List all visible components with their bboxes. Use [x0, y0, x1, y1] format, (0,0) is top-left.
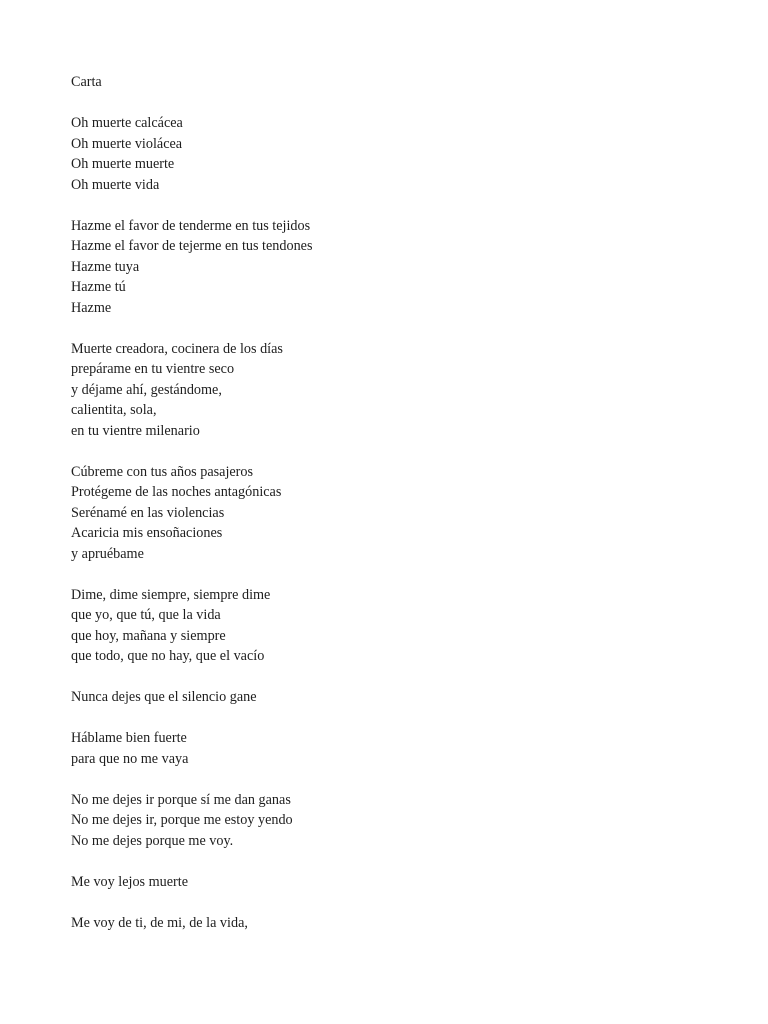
verse-line: Hazme el favor de tenderme en tus tejidos [71, 217, 311, 234]
verse-line: Oh muerte calcácea [71, 115, 183, 131]
verse-line: Oh muerte vida [71, 176, 160, 193]
verse-line: Oh muerte violácea [71, 135, 183, 152]
verse-line: y déjame ahí, gestándome, [71, 381, 222, 398]
verse-line: que yo, que tú, que la vida [71, 607, 221, 623]
verse-line: y apruébame [71, 545, 144, 562]
verse-line: Dime, dime siempre, siempre dime [71, 586, 271, 603]
verse-line: No me dejes ir, porque me estoy yendo [71, 812, 293, 828]
verse-line: en tu vientre milenario [71, 422, 200, 439]
document-page [71, 72, 711, 954]
stanza-4 [71, 462, 711, 565]
verse-line: Serénamé en las violencias [71, 504, 225, 521]
verse-line: Hazme tú [71, 279, 126, 295]
verse-line: que todo, que no hay, que el vacío [71, 648, 265, 664]
stanza-7 [71, 728, 711, 769]
verse-line: Muerte creadora, cocinera de los días [71, 340, 283, 357]
stanza-3 [71, 339, 711, 442]
verse-line: para que no me vaya [71, 750, 189, 767]
stanza-1 [71, 113, 711, 195]
stanza-6 [71, 687, 711, 708]
document-title: Carta [71, 74, 102, 90]
verse-line: Me voy de ti, de mi, de la vida, [71, 914, 248, 931]
verse-line: Hazme tuya [71, 258, 140, 275]
verse-line: Oh muerte muerte [71, 156, 175, 172]
stanza-9 [71, 872, 711, 893]
verse-line: prepárame en tu vientre seco [71, 361, 235, 377]
stanza-8 [71, 790, 711, 852]
verse-line: Cúbreme con tus años pasajeros [71, 463, 254, 480]
stanza-2 [71, 216, 711, 319]
verse-line: No me dejes porque me voy. [71, 832, 234, 849]
verse-line: que hoy, mañana y siempre [71, 627, 226, 644]
stanza-10 [71, 913, 711, 934]
verse-line: Protégeme de las noches antagónicas [71, 484, 282, 500]
verse-line: Acaricia mis ensoñaciones [71, 525, 223, 541]
verse-line: Háblame bien fuerte [71, 730, 187, 746]
verse-line: Hazme el favor de tejerme en tus tendones [71, 238, 313, 254]
stanza-5 [71, 585, 711, 667]
verse-line: Nunca dejes que el silencio gane [71, 689, 257, 705]
verse-line: No me dejes ir porque sí me dan ganas [71, 791, 291, 808]
verse-line: Me voy lejos muerte [71, 873, 189, 890]
verse-line: calientita, sola, [71, 402, 157, 418]
verse-line: Hazme [71, 299, 112, 316]
